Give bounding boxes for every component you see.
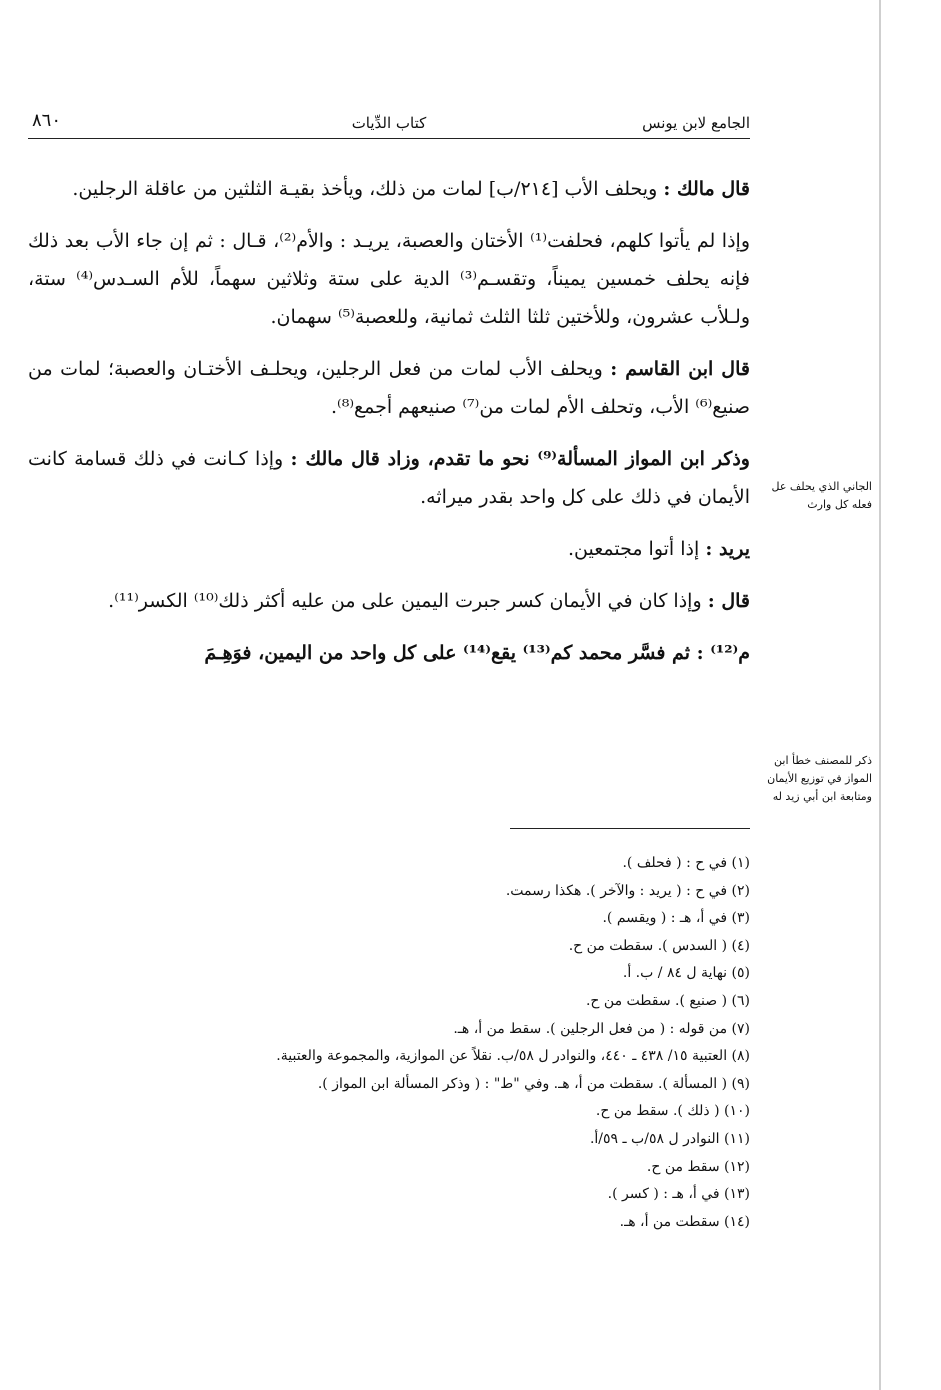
paragraph-lead: قال مالك : [663,178,750,200]
page-number: ٨٦٠ [32,110,62,131]
paragraph-text: ويحلف الأب لمات من فعل الرجلين، ويحلـف الأختـان والعصبة؛ لمات من صنيع⁽⁶⁾ الأب، وتحلف الأم لمات من⁽⁷⁾ صنيعهم أجمع⁽⁸⁾. [28,358,750,418]
chapter-title: كتاب الدِّيات [351,114,427,132]
paragraph-lead: قال : [707,590,750,612]
footnote-separator [510,828,750,829]
paragraph [28,350,750,426]
paragraph [28,440,750,516]
footnote: (٢) في ح : ( يريد : والآخر ). هكذا رسمت. [505,882,750,899]
paragraph-text: ويحلف الأب [٢١٤/ب] لمات من ذلك، ويأخذ بقيـة الثلثين من عاقلة الرجلين. [72,178,658,200]
paragraph-lead: وذكر ابن المواز المسألة⁽⁹⁾ نحو ما تقدم، وزاد قال مالك : [290,448,750,470]
margin-note: الجاني الذي يحلف عل فعله كل وارث [771,480,872,511]
footnote: (٣) في أ، هـ : ( ويقسم ). [602,910,750,927]
page-edge [879,0,881,1390]
footnote: (٩) ( المسألة ). سقطت من أ، هـ. وفي "ط" : ( وذكر المسألة ابن المواز ). [317,1075,750,1092]
footnotes [28,850,750,1236]
paragraph [28,582,750,620]
paragraph-text: وإذا كـانت في ذلك قسامة كانت الأيمان في ذلك على كل واحد بقدر ميراثه. [28,448,750,508]
footnote: (١) في ح : ( فحلف ). [622,855,750,871]
footnote: (٥) نهاية ل ٨٤ / ب. أ. [622,965,750,982]
paragraph [28,222,750,336]
footnote: (١٣) في أ، هـ : ( كسر ). [607,1186,750,1203]
paragraph-text: إذا أتوا مجتمعين. [567,538,700,560]
paragraph-text: وإذا كان في الأيمان كسر جبرت اليمين على من عليه أكثر ذلك⁽¹⁰⁾ الكسر⁽¹¹⁾. [108,590,702,612]
footnote: (١٢) سقط من ح. [646,1158,750,1175]
paragraph [28,170,750,208]
paragraph-lead: م⁽¹²⁾ : ثم فسَّر محمد كم⁽¹³⁾ يقع⁽¹⁴⁾ على كل واحد من اليمين، فوَهِـمَ [204,642,750,664]
paragraph-lead: قال ابن القاسم : [610,358,750,380]
page-header [28,108,750,139]
footnote: (١٤) سقطت من أ، هـ. [619,1213,750,1230]
main-text [28,170,750,686]
footnote: (١١) النوادر ل ٥٨/ب ـ ٥٩/أ. [589,1130,750,1147]
footnote: (٧) من قوله : ( من فعل الرجلين ). سقط من أ، هـ. [453,1020,750,1037]
footnote: (٨) العتبية ١٥/ ٤٣٨ ـ ٤٤٠، والنوادر ل ٥٨/ب. نقلاً عن الموازية، والمجموعة والعتبية. [276,1048,750,1065]
paragraph [28,634,750,672]
margin-note: ذكر للمصنف خطأ ابن المواز في توزيع الأيمان ومتابعة ابن أبي زيد له [767,754,872,803]
footnote: (٦) ( صنيع ). سقطت من ح. [585,992,750,1009]
paragraph-lead: يريد : [705,538,750,560]
book-title: الجامع لابن يونس [642,114,750,132]
footnote: (٤) ( السدس ). سقطت من ح. [568,937,750,954]
paragraph-text: وإذا لم يأتوا كلهم، فحلفت⁽¹⁾ الأختان والعصبة، يريـد : والأم⁽²⁾، قـال : ثم إن جاء الأب بعد ذلك فإنه يحلف خمسين يميناً، وتقسـم⁽³⁾ الدية على ستة وثلاثين سهماً، للأم السـدس⁽⁴⁾ ستة، ولـلأب عشرون، وللأختين ثلثا الثلث ثمانية، وللعصبة⁽⁵⁾ سهمان. [28,230,750,328]
footnote: (١٠) ( ذلك ). سقط من ح. [595,1103,750,1120]
paragraph [28,530,750,568]
